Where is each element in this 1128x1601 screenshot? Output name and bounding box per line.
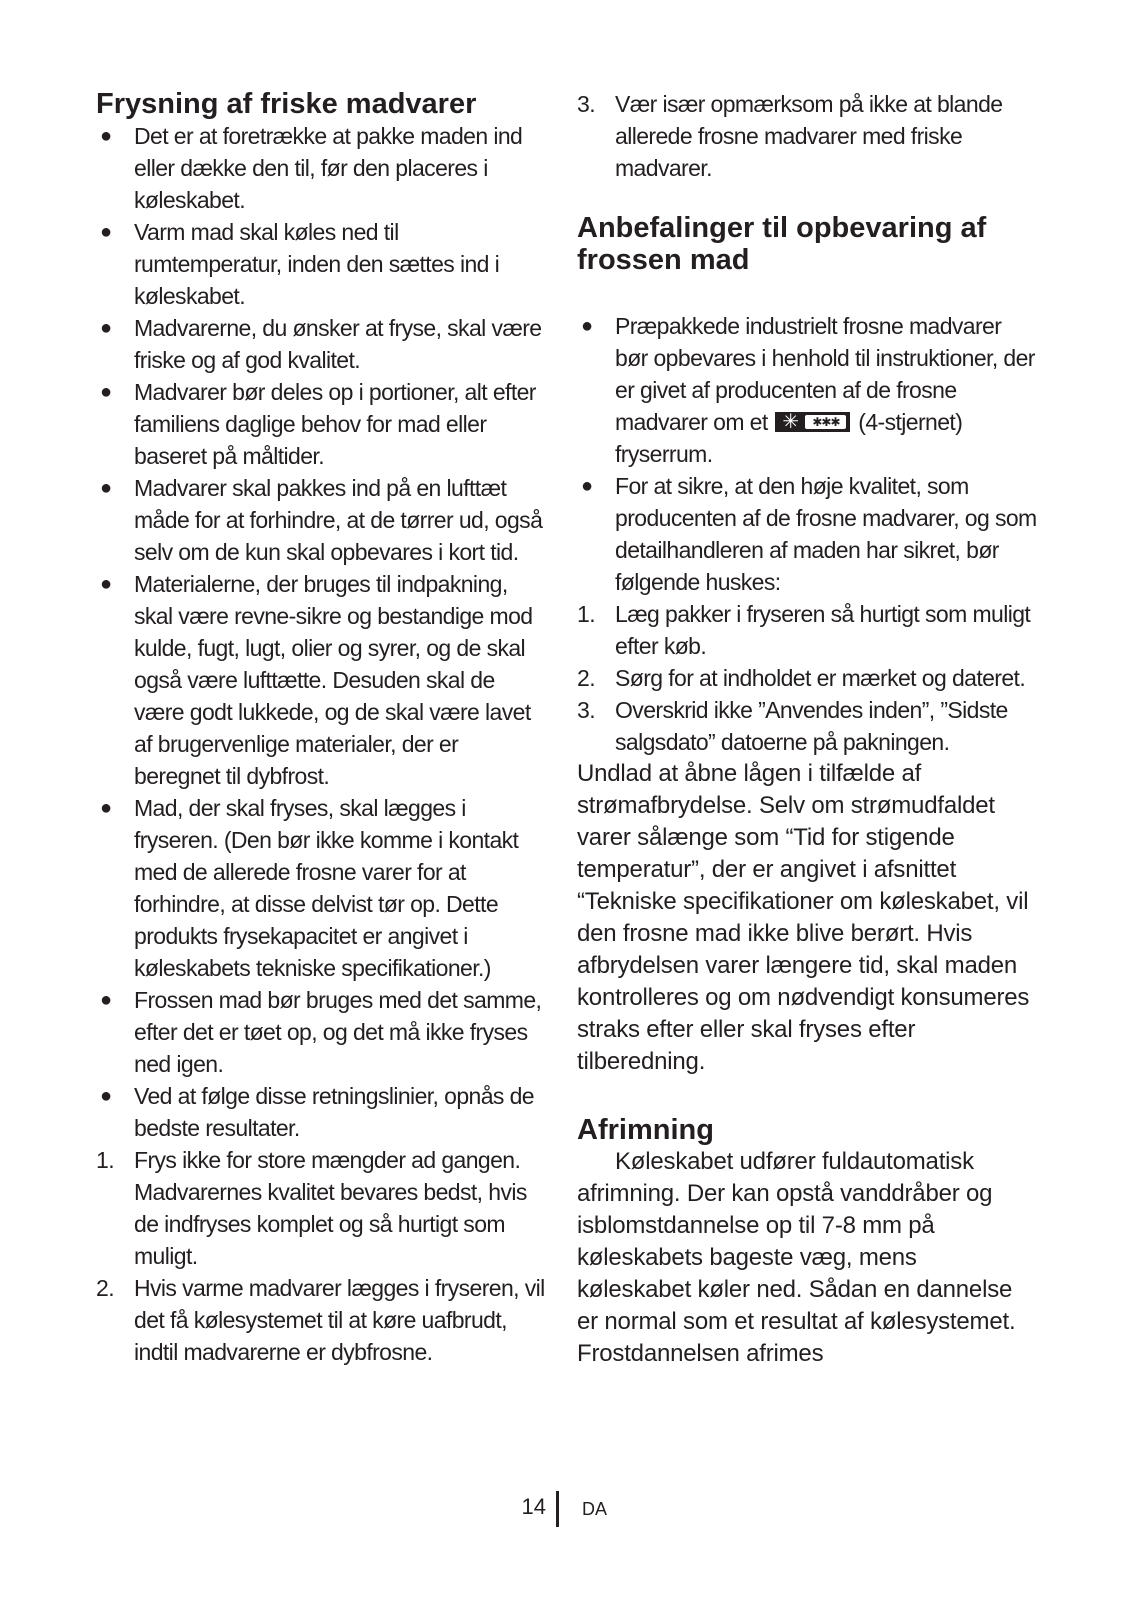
list-item: ● Frossen mad bør bruges med det samme, efter det er tøet op, og det må ikke fryses ned igen. bbox=[96, 984, 548, 1080]
numbered-item: 3. Vær især opmærksom på ikke at blande allerede frosne madvarer med friske madvarer. bbox=[577, 91, 1003, 181]
right-column bbox=[577, 88, 1037, 1370]
language-code: DA bbox=[582, 1499, 608, 1519]
freezing-bullet-list bbox=[96, 120, 548, 1144]
bullet-icon: ● bbox=[100, 797, 112, 819]
footer-divider bbox=[556, 1491, 559, 1527]
list-item: ● Madvarer skal pakkes ind på en lufttæt måde for at forhindre, at de tørrer ud, også selv om de kun skal opbevares i kort tid. bbox=[96, 472, 548, 568]
bullet-icon: ● bbox=[100, 381, 112, 403]
bullet-icon: ● bbox=[100, 573, 112, 595]
bullet-icon: ● bbox=[100, 477, 112, 499]
list-item: ● Præpakkede industrielt frosne madvarer bør opbevares i henhold til instruktioner, der er givet af producenten af de frosne madvarer om et ✳ ✱✱✱ (4-stjernet) fryserrum. bbox=[577, 310, 1037, 470]
bullet-icon: ● bbox=[100, 1085, 112, 1107]
list-item: ● Mad, der skal fryses, skal lægges i fryseren. (Den bør ikke komme i kontakt med de allerede frosne varer for at forhindre, at disse delvist tør op. Dette produkts frysekapacitet er angivet i køleskabets tekniske specifikationer.) bbox=[96, 792, 548, 984]
list-item: ● Ved at følge disse retningslinier, opnås de bedste resultater. bbox=[96, 1080, 548, 1144]
list-item: ● Det er at foretrække at pakke maden ind eller dække den til, før den placeres i køleskabet. bbox=[96, 120, 548, 216]
defrost-paragraph: Køleskabet udfører fuldautomatisk afrimning. Der kan opstå vanddråber og isblomstdannelse op til 7-8 mm på køleskabets bageste væg, mens køleskabet køler ned. Sådan en dannelse er normal som et resultat af kølesystemet. Frostdannelsen afrimes bbox=[577, 1148, 1016, 1367]
four-star-freezer-icon: ✳ ✱✱✱ bbox=[775, 412, 850, 432]
numbered-item: 2. Sørg for at indholdet er mærket og dateret. bbox=[577, 665, 1026, 691]
bullet-icon: ● bbox=[581, 315, 593, 337]
list-item: ● Materialerne, der bruges til indpakning, skal være revne-sikre og bestandige mod kulde, fugt, lugt, olier og syrer, og de skal også være lufttætte. Desuden skal de være godt lukkede, og de skal være lavet af brugervenlige materialer, der er beregnet til dybfrost. bbox=[96, 568, 548, 792]
page-number: 14 bbox=[521, 1494, 546, 1519]
list-item: ● For at sikre, at den høje kvalitet, som producenten af de frosne madvarer, og som detailhandleren af maden har sikret, bør følgende huskes: bbox=[577, 470, 1037, 598]
numbered-item: 2. Hvis varme madvarer lægges i fryseren, vil det få kølesystemet til at køre uafbrudt, indtil madvarerne er dybfrosne. bbox=[96, 1275, 545, 1365]
left-column bbox=[96, 88, 548, 1368]
bullet-icon: ● bbox=[100, 317, 112, 339]
bullet-icon: ● bbox=[100, 989, 112, 1011]
bullet-icon: ● bbox=[100, 125, 112, 147]
freezing-numbered-list bbox=[96, 1144, 548, 1368]
numbered-item: 1. Læg pakker i fryseren så hurtigt som muligt efter køb. bbox=[577, 601, 1031, 659]
list-item: ● Madvarerne, du ønsker at fryse, skal være friske og af god kvalitet. bbox=[96, 312, 548, 376]
list-item: ● Madvarer bør deles op i portioner, alt efter familiens daglige behov for mad eller baseret på måltider. bbox=[96, 376, 548, 472]
numbered-item: 3. Overskrid ikke ”Anvendes inden”, ”Sidste salgsdato” datoerne på pakningen. bbox=[577, 697, 1008, 755]
list-item: ● Varm mad skal køles ned til rumtemperatur, inden den sættes ind i køleskabet. bbox=[96, 216, 548, 312]
bullet-icon: ● bbox=[100, 221, 112, 243]
section-heading-freezing: Frysning af friske madvarer bbox=[96, 88, 477, 120]
section-heading-storage: Anbefalinger til opbevaring af frossen mad bbox=[577, 212, 987, 276]
continued-numbered-list bbox=[577, 88, 1037, 184]
storage-bullet-list bbox=[577, 310, 1037, 598]
numbered-item: 1. Frys ikke for store mængder ad gangen. Madvarernes kvalitet bevares bedst, hvis de indfryses komplet og så hurtigt som muligt. bbox=[96, 1147, 527, 1269]
bullet-icon: ● bbox=[581, 475, 593, 497]
power-failure-paragraph: Undlad at åbne lågen i tilfælde af strømafbrydelse. Selv om strømudfaldet varer sålænge som “Tid for stigende temperatur”, der er angivet i afsnittet “Tekniske specifikationer om køleskabet, vil den frosne mad ikke blive berørt. Hvis afbrydelsen varer længere tid, skal maden kontrolleres og om nødvendigt konsumeres straks efter eller skal fryses efter tilberedning. bbox=[577, 760, 1030, 1075]
page-footer bbox=[0, 1491, 1128, 1531]
section-heading-defrosting: Afrimning bbox=[577, 1114, 714, 1146]
storage-numbered-list bbox=[577, 598, 1037, 758]
